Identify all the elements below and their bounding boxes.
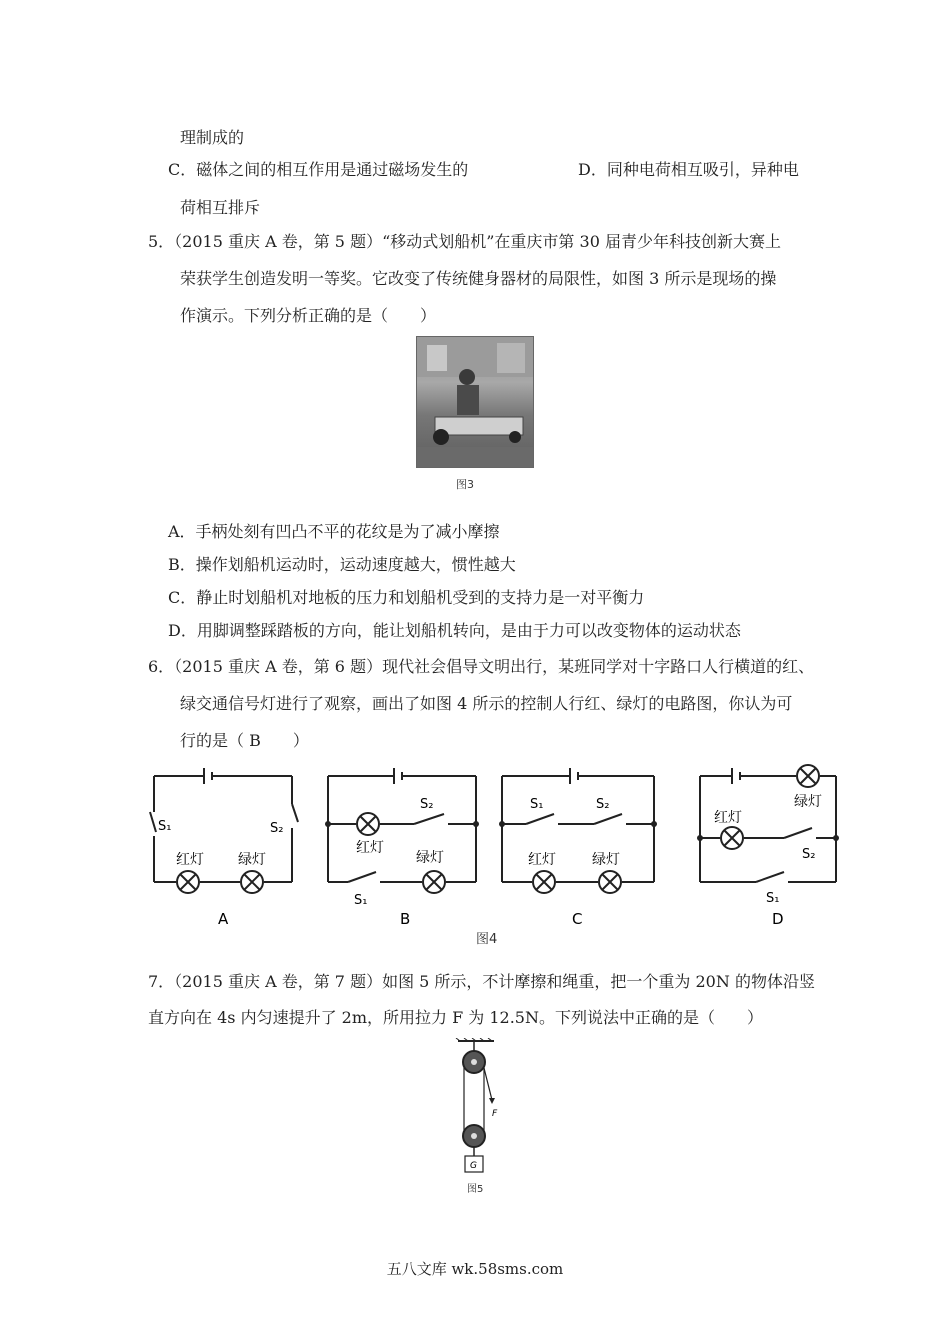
circuit-d-label: D <box>772 910 784 928</box>
circuit-b <box>318 764 488 929</box>
footer-watermark: 五八文库 wk.58sms.com <box>386 1260 564 1278</box>
circuit-c-label: C <box>572 910 583 928</box>
weight-label: G <box>470 1161 477 1171</box>
figure-4-caption: 图4 <box>476 932 498 947</box>
red-light-label: 红灯 <box>356 840 384 856</box>
figure-5-caption: 图5 <box>467 1184 484 1195</box>
switch-s1-label: S₁ <box>354 893 368 908</box>
red-light-label: 红灯 <box>528 852 556 868</box>
switch-s1-label: S₁ <box>766 891 780 906</box>
option-b: B．操作划船机运动时，运动速度越大，惯性越大 <box>168 555 516 574</box>
switch-s2-label: S₂ <box>596 797 610 812</box>
switch-s2-label: S₂ <box>802 847 816 862</box>
circuit-c <box>490 764 665 929</box>
circuit-d <box>690 764 850 929</box>
force-label: F <box>492 1109 498 1119</box>
text-line: 绿交通信号灯进行了观察，画出了如图 4 所示的控制人行红、绿灯的电路图，你认为可 <box>180 694 793 713</box>
green-light-label: 绿灯 <box>592 852 620 868</box>
text-line: 荷相互排斥 <box>180 198 261 217</box>
circuit-a-label: A <box>218 910 229 928</box>
figure-3-photo <box>416 336 534 468</box>
switch-s2-label: S₂ <box>270 821 284 836</box>
green-light-label: 绿灯 <box>238 852 266 868</box>
option-d: D．同种电荷相互吸引，异种电 <box>578 160 799 179</box>
question-7: 7．（2015 重庆 A 卷，第 7 题）如图 5 所示，不计摩擦和绳重，把一个重为 20N 的物体沿竖 <box>148 972 815 991</box>
circuit-b-label: B <box>400 910 411 928</box>
switch-s1-label: S₁ <box>158 819 172 834</box>
text-line: 直方向在 4s 内匀速提升了 2m，所用拉力 F 为 12.5N。下列说法中正确的是（ ） <box>148 1008 763 1027</box>
text-line: 荣获学生创造发明一等奖。它改变了传统健身器材的局限性，如图 3 所示是现场的操 <box>180 269 777 288</box>
option-c: C．静止时划船机对地板的压力和划船机受到的支持力是一对平衡力 <box>168 588 645 607</box>
red-light-label: 红灯 <box>176 852 204 868</box>
text-line: 理制成的 <box>180 128 245 147</box>
option-a: A．手柄处刻有凹凸不平的花纹是为了减小摩擦 <box>168 522 500 541</box>
question-5: 5．（2015 重庆 A 卷，第 5 题）“移动式划船机”在重庆市第 30 届青少年科技创新大赛上 <box>148 232 781 251</box>
circuit-a <box>140 764 310 929</box>
switch-s1-label: S₁ <box>530 797 544 812</box>
question-6: 6．（2015 重庆 A 卷，第 6 题）现代社会倡导文明出行，某班同学对十字路口人行横道的红、 <box>148 657 815 676</box>
text-line: 行的是（ B ） <box>180 731 309 750</box>
figure-3-caption: 图3 <box>456 478 474 491</box>
green-light-label: 绿灯 <box>794 794 822 810</box>
option-c: C．磁体之间的相互作用是通过磁场发生的 <box>168 160 469 179</box>
figure-5-pulley <box>448 1038 508 1178</box>
option-d: D．用脚调整踩踏板的方向，能让划船机转向，是由于力可以改变物体的运动状态 <box>168 621 741 640</box>
green-light-label: 绿灯 <box>416 850 444 866</box>
text-line: 作演示。下列分析正确的是（ ） <box>180 306 437 325</box>
switch-s2-label: S₂ <box>420 797 434 812</box>
red-light-label: 红灯 <box>714 810 742 826</box>
